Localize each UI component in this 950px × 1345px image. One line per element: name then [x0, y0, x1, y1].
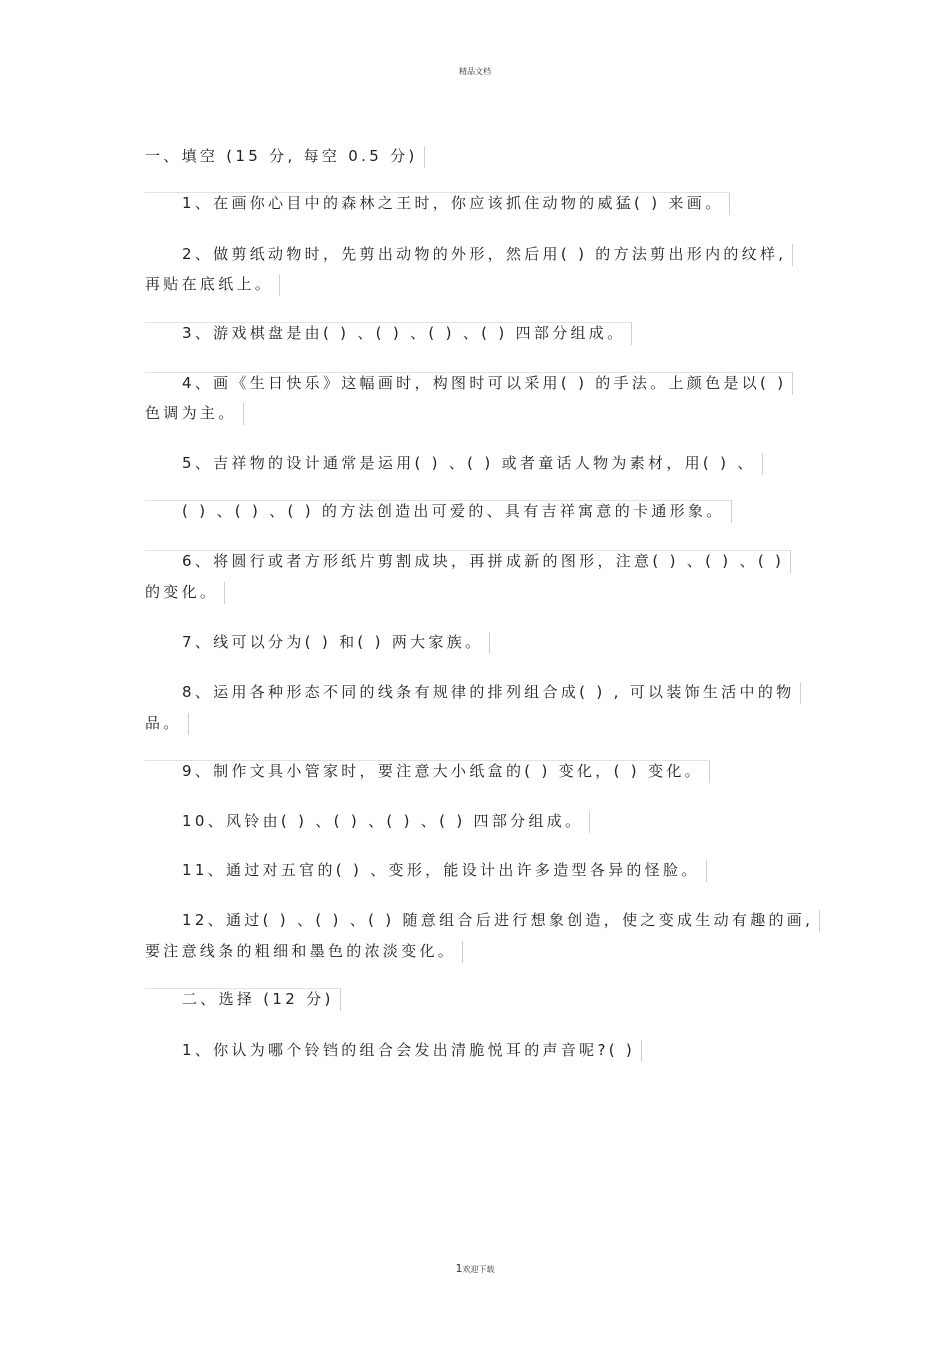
question-7: 7、线可以分为( ) 和( ) 两大家族。	[145, 632, 490, 654]
question-6-line-2: 的变化。	[145, 582, 225, 604]
question-10: 10、风铃由( ) 、( ) 、( ) 、( ) 四部分组成。	[145, 811, 590, 833]
question-6-line-1: 6、将圆行或者方形纸片剪割成块，再拼成新的图形，注意( ) 、( ) 、( )	[145, 550, 791, 573]
question-8-line-2: 品。	[145, 713, 189, 735]
question-8-line-1: 8、运用各种形态不同的线条有规律的排列组合成( ) , 可以装饰生活中的物	[145, 682, 801, 704]
question-5-line-2: ( ) 、( ) 、( ) 的方法创造出可爱的、具有吉祥寓意的卡通形象。	[145, 500, 732, 523]
question-2-line-1: 2、做剪纸动物时，先剪出动物的外形，然后用( ) 的方法剪出形内的纹样,	[145, 244, 793, 266]
question-11: 11、通过对五官的( ) 、变形，能设计出许多造型各异的怪脸。	[145, 860, 707, 882]
question-4-line-1: 4、画《生日快乐》这幅画时，构图时可以采用( ) 的手法。上颜色是以( )	[145, 372, 793, 395]
question-4-line-2: 色调为主。	[145, 403, 244, 425]
question-9: 9、制作文具小管家时，要注意大小纸盒的( ) 变化，( ) 变化。	[145, 760, 710, 783]
page-header: 精品文档	[459, 67, 491, 76]
choice-question-1: 1、你认为哪个铃铛的组合会发出清脆悦耳的声音呢?( )	[145, 1040, 642, 1062]
question-12-line-1: 12、通过( ) 、( ) 、( ) 随意组合后进行想象创造，使之变成生动有趣的画,	[145, 910, 820, 932]
question-12-line-2: 要注意线条的粗细和墨色的浓淡变化。	[145, 941, 463, 963]
question-1: 1、在画你心目中的森林之王时，你应该抓住动物的威猛( ) 来画。	[145, 192, 730, 215]
page-footer	[0, 1262, 950, 1275]
section-heading-fill-blank: 一、填空 (15 分, 每空 0.5 分)	[145, 146, 425, 168]
question-2-line-2: 再贴在底纸上。	[145, 274, 280, 296]
question-3: 3、游戏棋盘是由( ) 、( ) 、( ) 、( ) 四部分组成。	[145, 322, 632, 345]
footer-text: 欢迎下载	[462, 1265, 495, 1274]
question-5-line-1: 5、吉祥物的设计通常是运用( ) 、( ) 或者童话人物为素材，用( ) 、	[145, 453, 763, 475]
section-heading-choice: 二、选择 (12 分)	[145, 988, 341, 1011]
page-number: 1	[455, 1262, 463, 1275]
